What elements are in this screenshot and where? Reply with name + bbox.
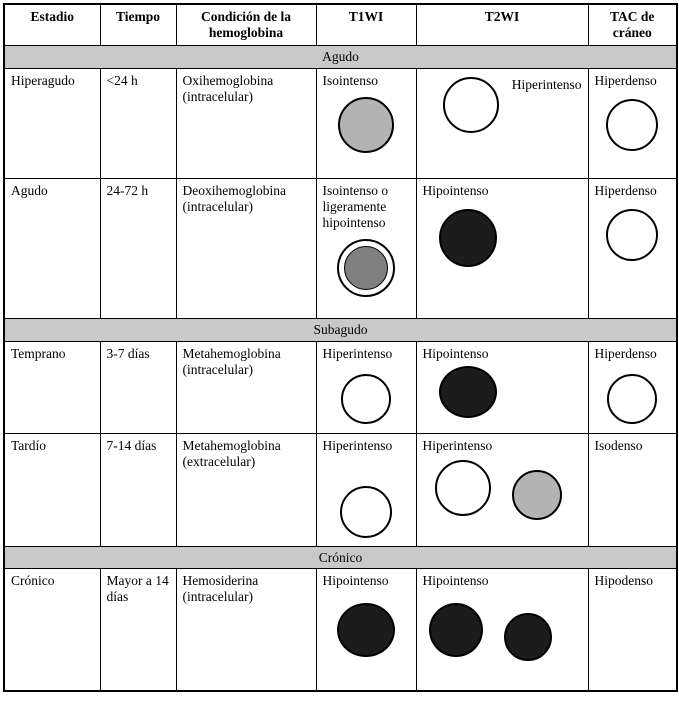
header-condicion-hemoglobina: Condición de la hemoglobina xyxy=(176,4,316,45)
t2wi-label: Hipointenso xyxy=(422,182,489,198)
cell-t2wi xyxy=(416,178,588,318)
cell-estadio: Hiperagudo xyxy=(4,68,100,178)
t1wi-label: Isointenso xyxy=(322,72,378,88)
cell-tac xyxy=(588,433,677,546)
section-title-agudo: Agudo xyxy=(4,45,677,68)
t2wi-label: Hipointenso xyxy=(422,573,489,589)
t2wi-lesion-image xyxy=(423,209,598,271)
t1wi-lesion-image xyxy=(323,603,410,661)
cell-t2wi xyxy=(416,341,588,433)
cell-estadio: Tardío xyxy=(4,433,100,546)
tac-lesion-image xyxy=(595,99,671,155)
cell-tac xyxy=(588,569,677,691)
cell-t1wi xyxy=(316,341,416,433)
cell-estadio: Crónico xyxy=(4,569,100,691)
cell-condicion: Metahemoglobina (extracelular) xyxy=(176,433,316,546)
section-title-cronico: Crónico xyxy=(4,546,677,569)
table-row xyxy=(4,68,677,178)
section-header-row xyxy=(4,318,677,341)
lesion-circle-light-gray xyxy=(512,470,562,520)
table-row xyxy=(4,569,677,691)
header-t1wi: T1WI xyxy=(316,4,416,45)
t1wi-label: Hiperintenso xyxy=(322,437,393,453)
section-title-subagudo: Subagudo xyxy=(4,318,677,341)
tac-label: Hiperdenso xyxy=(594,345,657,361)
lesion-circle-white xyxy=(607,374,657,424)
t2wi-label: Hiperintenso xyxy=(511,76,582,92)
t1wi-lesion-image xyxy=(323,374,410,428)
header-tac-craneo: TAC de cráneo xyxy=(588,4,677,45)
table-row xyxy=(4,341,677,433)
lesion-ring-outer xyxy=(337,239,395,297)
table-header xyxy=(4,4,677,45)
tac-lesion-image xyxy=(595,374,671,428)
tac-label: Hipodenso xyxy=(594,573,653,589)
lesion-circle-dark xyxy=(504,613,552,661)
t2wi-lesion-image xyxy=(423,603,588,661)
lesion-circle-white xyxy=(341,374,391,424)
cell-t2wi xyxy=(416,433,588,546)
lesion-circle-white xyxy=(435,460,491,516)
lesion-circle-mid-gray xyxy=(344,246,388,290)
cell-t1wi xyxy=(316,433,416,546)
cell-t1wi xyxy=(316,68,416,178)
t1wi-lesion-image xyxy=(323,97,410,157)
section-header-row xyxy=(4,546,677,569)
tac-lesion-image xyxy=(595,209,671,265)
tac-label: Hiperdenso xyxy=(594,182,657,198)
table-row xyxy=(4,178,677,318)
cell-tac xyxy=(588,68,677,178)
t2wi-lesion-image xyxy=(423,460,594,520)
cell-condicion: Metahemoglobina (intracelular) xyxy=(176,341,316,433)
cell-estadio: Agudo xyxy=(4,178,100,318)
tac-label: Hiperdenso xyxy=(594,72,657,88)
lesion-circle-white xyxy=(443,77,499,133)
table-body xyxy=(4,45,677,691)
t1wi-label: Isointenso o ligeramente hipointenso xyxy=(322,182,389,230)
t1wi-label: Hiperintenso xyxy=(322,345,393,361)
table-row xyxy=(4,433,677,546)
cell-tiempo: 7-14 días xyxy=(100,433,176,546)
cell-condicion: Hemosiderina (intracelular) xyxy=(176,569,316,691)
cell-tiempo: 3-7 días xyxy=(100,341,176,433)
lesion-circle-dark xyxy=(337,603,395,657)
hematoma-stages-table xyxy=(3,3,678,692)
lesion-circle-dark xyxy=(439,209,497,267)
lesion-circle-light-gray xyxy=(338,97,394,153)
t2wi-label: Hiperintenso xyxy=(422,437,493,453)
cell-condicion: Deoxihemoglobina (intracelular) xyxy=(176,178,316,318)
lesion-circle-dark xyxy=(429,603,483,657)
t1wi-label: Hipointenso xyxy=(322,573,389,589)
lesion-circle-white xyxy=(606,99,658,151)
cell-tac xyxy=(588,178,677,318)
t2wi-label: Hipointenso xyxy=(422,345,489,361)
t1wi-lesion-image xyxy=(323,486,410,542)
cell-tiempo: 24-72 h xyxy=(100,178,176,318)
cell-tiempo: <24 h xyxy=(100,68,176,178)
document-page xyxy=(0,3,679,708)
cell-condicion: Oxihemoglobina (intracelular) xyxy=(176,68,316,178)
section-header-row xyxy=(4,45,677,68)
cell-estadio: Temprano xyxy=(4,341,100,433)
header-t2wi: T2WI xyxy=(416,4,588,45)
lesion-circle-white xyxy=(606,209,658,261)
cell-t2wi xyxy=(416,68,588,178)
cell-t1wi xyxy=(316,178,416,318)
header-tiempo: Tiempo xyxy=(100,4,176,45)
cell-t1wi xyxy=(316,569,416,691)
lesion-circle-white xyxy=(340,486,392,538)
header-row xyxy=(4,4,677,45)
tac-label: Isodenso xyxy=(594,437,643,453)
t2wi-lesion-image xyxy=(423,366,598,422)
lesion-circle-dark xyxy=(439,366,497,418)
t2wi-lesion-image xyxy=(423,77,602,137)
cell-tac xyxy=(588,341,677,433)
cell-tiempo: Mayor a 14 días xyxy=(100,569,176,691)
cell-t2wi xyxy=(416,569,588,691)
t1wi-lesion-image xyxy=(323,239,410,297)
header-estadio: Estadio xyxy=(4,4,100,45)
